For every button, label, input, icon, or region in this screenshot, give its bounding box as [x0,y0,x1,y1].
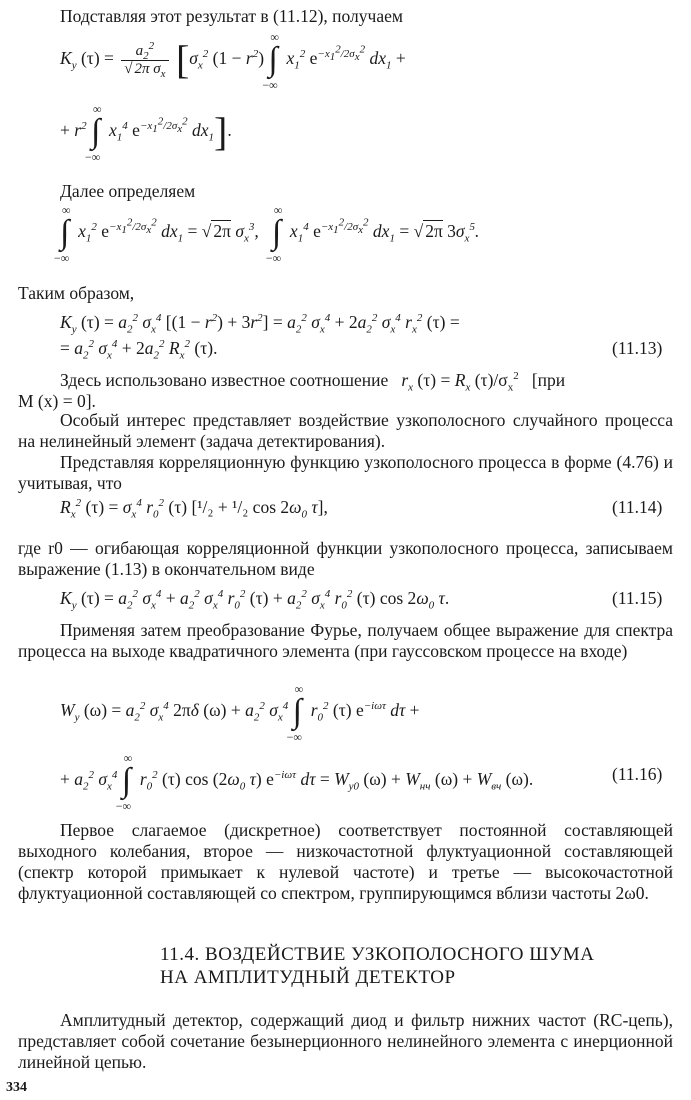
equation-1113-line2: = $a_2^2$ $\sigma_x^4 + 2a_2^2$ $R_x^2$ (τ). [60,338,218,362]
equation-integrals: ∫ ∞ −∞ $x_1^2$ $e^{-x_1^2/2\sigma_x^2}$ $dx_1$ = √ 2π $\sigma_x^3$, ∫ ∞ −∞ $x_1^4$ $e^{-x_1^2/2\sigma_x^2}$ $dx_1$ = √ 2π $3\sigma_x^5$. [54,203,480,265]
amplitude-detector-paragraph: Амплитудный детектор, содержащий диод и фильтр нижних частот (RC-цепь), представляет собой сочетание безынерционного нелинейного элемента с инерционной линейной цепью. [18,1010,673,1072]
equation-number: (11.16) [612,764,663,784]
equation-number: (11.13) [612,338,663,358]
next-text: Далее определяем [60,181,196,201]
equation-1115: $K_y$ $(\tau) = a_2^2$ $\sigma_x^4 + a_2^2$ $\sigma_x^4$ $r_0^2$ $(\tau) + a_2^2$ $\sigma_x^4$ $r_0^2$ (τ) $\cos 2\omega_0$ τ. [60,588,450,612]
equation-1113-line1: $K_y$ $(\tau) = a_2^2$ $\sigma_x^4$ $[(1 - r^2) + 3r^2] = a_2^2$ $\sigma_x^4 + 2a_2^2$ $\sigma_x^4$ $r_x^2$ (τ) = [60,312,460,336]
fourier-paragraph: Применяя затем преобразование Фурье, получаем общее выражение для спектра процесса на выходе квадратичного элемента (при гауссовском процессе на входе) [18,620,673,661]
here-text: Здесь использовано известное соотношение $r_x$ $(\tau) = R_x$ $(\tau)/\sigma_x^2$ [при [60,370,566,394]
interest-paragraph: Особый интерес представляет воздействие узкополосного случайного процесса на нелинейный элемент (задача детектирования). [18,410,673,451]
equation-1116-line1: $W_y$ $(\omega) = a_2^2$ $\sigma_x^4$ 2πδ $(\omega) + a_2^2$ $\sigma_x^4$ ∫ ∞ −∞ $r_0^2$ (τ) $e^{-i\omega\tau}$ dτ + [60,682,420,744]
section-heading-line2: НА АМПЛИТУДНЫЙ ДЕТЕКТОР [160,967,456,988]
equation-1114: $R_x^2$ $(\tau) = \sigma_x^4$ $r_0^2$ (τ) [¹/₂ + ¹/₂ $\cos 2\omega_0$ τ], [60,497,328,521]
equation-number: (11.14) [612,497,663,517]
thus-text: Таким образом, [18,283,135,303]
equation-ky-line2: + $r^2$ ∫ ∞ −∞ $x_1^4$ $e^{-x_1^2/2\sigma_x^2}$ $dx_1$]. [60,102,232,164]
equation-ky-line1: $K_y$ (τ) = $\frac{a_2^2}{√ 2\pi \sigma_x}$ [$\sigma_x^2$ $(1 - r^2)$ ∫ ∞ −∞ $x_1^2$ $e^{-x_1^2/2\sigma_x^2}$ $dx_1$ + [60,30,406,92]
represent-paragraph: Представляя корреляционную функцию узкополосного процесса в форме (4.76) и учитывая, что [18,452,673,493]
equation-number: (11.15) [612,588,663,608]
here-text-part1: Здесь использовано известное соотношение [60,370,389,390]
here-text-part3: M (x) = 0]. [18,391,96,411]
here-text-part2: [при [531,370,566,390]
section-heading-line1: 11.4. ВОЗДЕЙСТВИЕ УЗКОПОЛОСНОГО ШУМА [160,944,595,965]
equation-1116-line2: + $a_2^2$ $\sigma_x^4$ ∫ ∞ −∞ $r_0^2$ (τ) $\cos (2\omega_0$ τ) $e^{-i\omega\tau}$ $d\tau = W_{y0}$ $(\omega) + W_{нч}$ $(\omega) + W_{вч}$ (ω). [60,751,534,813]
first-term-paragraph: Первое слагаемое (дискретное) соответствует постоянной составляющей выходного колебания, второе — низкочастотной флуктуационной составляющей (спектр которой примыкает к нулевой частоте) и третье — высокочастотной флуктуационной составляющей со спектром, группирующимся вблизи частоты 2ω0. [18,820,673,903]
where-paragraph: где r0 — огибающая корреляционной функции узкополосного процесса, записываем выражение (1.13) в окончательном виде [18,538,673,579]
page-number: 334 [6,1080,27,1095]
intro-text: Подставляя этот результат в (11.12), получаем [60,6,403,26]
